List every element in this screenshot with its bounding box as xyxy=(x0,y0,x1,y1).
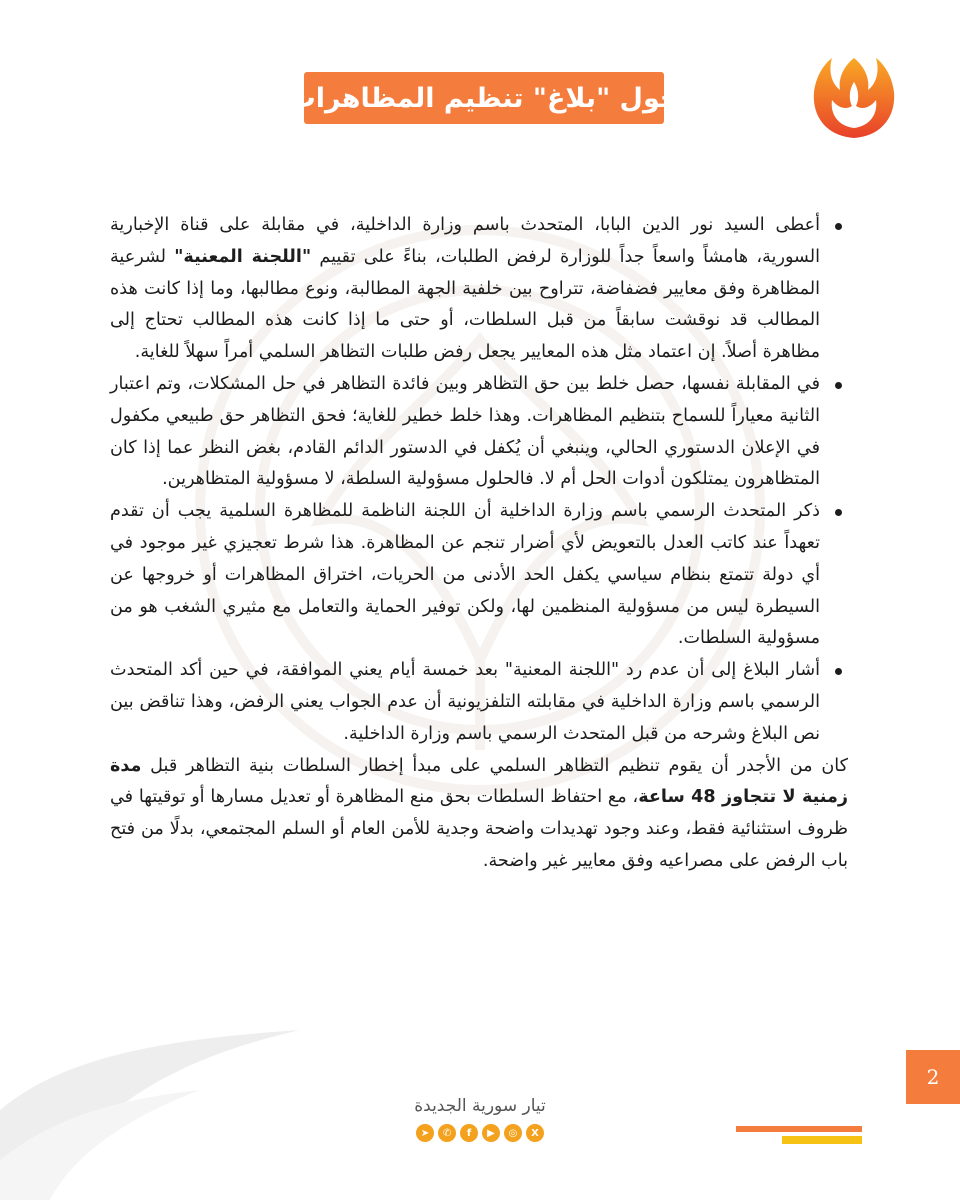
facebook-icon[interactable]: f xyxy=(460,1124,478,1142)
bullet-item xyxy=(110,210,848,369)
bullet-text: في المقابلة نفسها، حصل خلط بين حق التظاهر وبين فائدة التظاهر في حل المشكلات، وتم اعتبار الثانية معياراً للسماح بتنظيم المظاهرات. وهذا خلط خطير للغاية؛ فحق التظاهر حق طبيعي مكفول في الإعلان الدستوري الحالي، وينبغي أن يُكفل في الدستور الدائم القادم، بغض النظر عما إذا كان المتظاهرون يمتلكون أدوات الحل أم لا. فالحلول مسؤولية السلطة، لا مسؤولية المتظاهرين. xyxy=(110,373,820,490)
closing-text-cont: ، مع احتفاظ السلطات بحق منع المظاهرة أو تعديل مسارها أو توقيتها في ظروف استثنائية فقط، وعند وجود تهديدات واضحة وجدية للأمن العام أو السلم المجتمعي، بدلًا من فتح باب الرفض على مصراعيه وفق معايير غير واضحة. xyxy=(110,787,848,871)
whatsapp-icon[interactable]: ✆ xyxy=(438,1124,456,1142)
bullet-dot xyxy=(835,382,842,389)
social-icons-row xyxy=(410,1124,550,1144)
page-number-badge xyxy=(906,1050,960,1104)
page-number: 2 xyxy=(926,1065,940,1089)
bullet-list xyxy=(110,210,848,751)
accent-stripe-yellow xyxy=(782,1136,862,1144)
youtube-icon[interactable]: ▶ xyxy=(482,1124,500,1142)
bullet-dot xyxy=(835,668,842,675)
phoenix-logo xyxy=(808,50,900,140)
bullet-item xyxy=(110,369,848,496)
bullet-text-cont: لشرعية المظاهرة وفق معايير فضفاضة، تتراوح بين خلفية الجهة المطالبة، ونوع مطالبها، وما إذا كانت هذه المطالب قد نوقشت سابقاً من قبل السلطات، أو حتى ما إذا كانت هذه المطالب تحتاج إلى مظاهرة أصلاً. إن اعتماد مثل هذه المعايير يجعل رفض طلبات التظاهر السلمي أمراً سهلاً للغاية. xyxy=(110,246,820,363)
closing-paragraph xyxy=(110,751,848,878)
corner-decoration xyxy=(0,1000,300,1200)
bullet-text: ذكر المتحدث الرسمي باسم وزارة الداخلية أن اللجنة الناظمة للمظاهرة السلمية يجب أن تقدم تعهداً عند كاتب العدل بالتعويض لأي أضرار تنجم عن المظاهرة. هذا شرط تعجيزي غير موجود في أي دولة تتمتع بنظام سياسي يكفل الحد الأدنى من الحريات، اختراق المظاهرات أو خروجها عن السيطرة ليس من مسؤولية المنظمين لها، ولكن توفير الحماية والتعامل مع مثيري الشغب هو من مسؤولية السلطات. xyxy=(110,501,820,649)
bullet-dot xyxy=(835,509,842,516)
accent-stripe-orange xyxy=(736,1126,862,1132)
brand-name: تيار سورية الجديدة xyxy=(414,1096,546,1116)
closing-bold-text: مدة زمنية لا تتجاوز 48 ساعة xyxy=(110,755,848,808)
page-title: حول "بلاغ" تنظيم المظاهرات xyxy=(288,82,680,114)
telegram-icon[interactable]: ➤ xyxy=(416,1124,434,1142)
page-title-banner xyxy=(288,72,680,124)
bullet-bold-text: "اللجنة المعنية" xyxy=(174,246,312,267)
closing-text: كان من الأجدر أن يقوم تنظيم التظاهر السلمي على مبدأ إخطار السلطات بنية التظاهر قبل xyxy=(141,755,848,776)
bullet-text: أعطى السيد نور الدين البابا، المتحدث باسم وزارة الداخلية، في مقابلة على قناة الإخبارية السورية، هامشاً واسعاً جداً للوزارة لرفض الطلبات، بناءً على تقييم xyxy=(110,215,820,267)
bullet-text: أشار البلاغ إلى أن عدم رد "اللجنة المعنية" بعد خمسة أيام يعني الموافقة، في حين أكد المتحدث الرسمي باسم وزارة الداخلية في مقابلته التلفزيونية أن عدم الجواب يعني الرفض، وهذا تناقض بين نص البلاغ وشرحه من قبل المتحدث الرسمي باسم وزارة الداخلية. xyxy=(110,660,820,744)
bullet-dot xyxy=(835,223,842,230)
x-icon[interactable]: X xyxy=(526,1124,544,1142)
bullet-item xyxy=(110,655,848,750)
instagram-icon[interactable]: ◎ xyxy=(504,1124,522,1142)
bullet-item xyxy=(110,496,848,655)
article-body xyxy=(110,210,848,878)
